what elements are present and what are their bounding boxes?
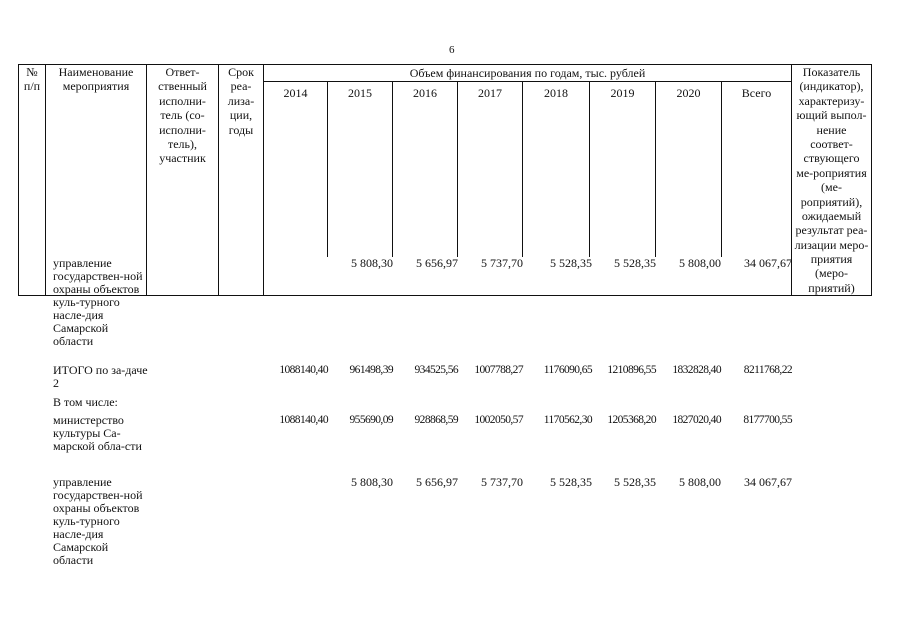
year-2018: 2018	[522, 82, 589, 257]
row-value-Всего: 8177700,55	[743, 414, 792, 426]
row-value-2017: 5 737,70	[481, 475, 523, 489]
row-value-2015: 961498,39	[349, 364, 393, 376]
row-value-2019: 5 528,35	[614, 256, 656, 270]
row-value-2020: 5 808,00	[679, 475, 721, 489]
row-name: управление государствен-ной охраны объектов куль-турного насле-дия Самарской области	[53, 256, 143, 348]
year-2015: 2015	[327, 82, 392, 257]
funding-title: Объем финансирования по годам, тыс. рублей	[264, 65, 791, 82]
year-2017: 2017	[457, 82, 522, 257]
row-value-2018: 5 528,35	[550, 475, 592, 489]
year-2014: 2014	[283, 86, 308, 100]
row-name: министерство культуры Са-марской обла-сти	[53, 413, 142, 453]
row-value-2014: 1088140,40	[279, 414, 328, 426]
row-value-2017: 1002050,57	[474, 414, 523, 426]
header-name: Наименование мероприятия	[46, 65, 147, 296]
row-value-2019: 1205368,20	[607, 414, 656, 426]
row-value-2016: 928868,59	[414, 414, 458, 426]
year-2016: 2016	[392, 82, 457, 257]
row-value-2020: 1832828,40	[672, 364, 721, 376]
row-value-Всего: 8211768,22	[743, 364, 792, 376]
row-value-2019: 5 528,35	[614, 475, 656, 489]
row-value-2016: 5 656,97	[416, 475, 458, 489]
row-value-2015: 5 808,30	[351, 475, 393, 489]
row-value-2018: 1176090,65	[543, 364, 592, 376]
row-value-2016: 934525,56	[414, 364, 458, 376]
row-name: ИТОГО по за-даче 2	[53, 363, 148, 390]
row-value-2016: 5 656,97	[416, 256, 458, 270]
row-value-2019: 1210896,55	[607, 364, 656, 376]
header-term: Срок реа-лиза-ции, годы	[219, 65, 264, 296]
row-value-Всего: 34 067,67	[744, 475, 792, 489]
row-name: управление государствен-ной охраны объектов куль-турного насле-дия Самарской области	[53, 475, 143, 567]
row-value-2015: 955690,09	[349, 414, 393, 426]
row-value-2017: 5 737,70	[481, 256, 523, 270]
row-value-Всего: 34 067,67	[744, 256, 792, 270]
header-indicator: Показатель (индикатор), характеризу-ющий выпол-нение соответ-ствующего ме-роприятия (ме-роприятий), ожидаемый результат реа-лизации меро-приятия (меро-приятий)	[792, 65, 872, 296]
row-value-2020: 1827020,40	[672, 414, 721, 426]
year-total: Всего	[721, 82, 791, 257]
row-value-2014: 1088140,40	[279, 364, 328, 376]
row-value-2020: 5 808,00	[679, 256, 721, 270]
year-2020: 2020	[655, 82, 721, 257]
header-executor: Ответ-ственный исполни-тель (со-исполни-тель), участник	[147, 65, 219, 296]
row-value-2017: 1007788,27	[474, 364, 523, 376]
page-number: 6	[449, 44, 455, 56]
row-value-2015: 5 808,30	[351, 256, 393, 270]
header-num: № п/п	[19, 65, 46, 296]
row-value-2018: 1170562,30	[543, 414, 592, 426]
row-value-2018: 5 528,35	[550, 256, 592, 270]
row-name: В том числе:	[53, 395, 118, 409]
year-columns	[264, 82, 791, 257]
year-2019: 2019	[589, 82, 655, 257]
